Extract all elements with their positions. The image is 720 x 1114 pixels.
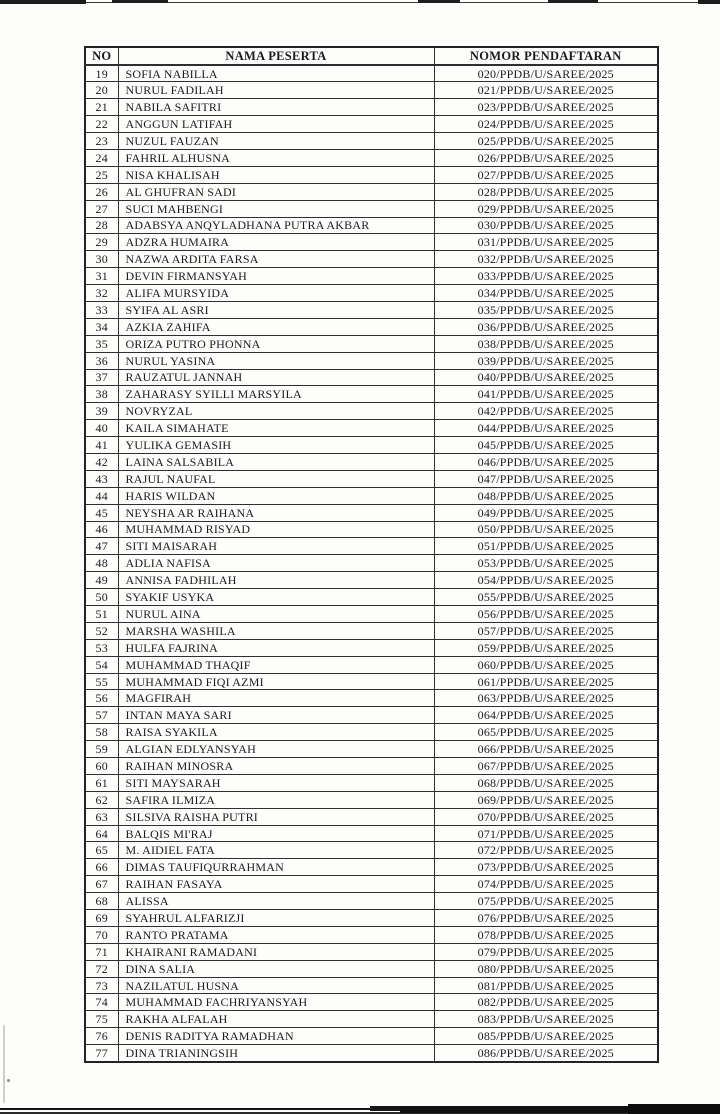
scan-artifact-top-segment: [0, 0, 86, 4]
participant-name-cell: MAGFIRAH: [118, 690, 434, 707]
row-number-cell: 26: [85, 183, 118, 200]
row-number-cell: 37: [85, 369, 118, 386]
table-row: [85, 82, 658, 99]
registration-number-cell: 049/PPDB/U/SAREE/2025: [434, 504, 658, 521]
participant-name-cell: ANGGUN LATIFAH: [118, 116, 434, 133]
table-row: [85, 352, 658, 369]
table-row: [85, 639, 658, 656]
table-row: [85, 960, 658, 977]
registration-number-cell: 081/PPDB/U/SAREE/2025: [434, 977, 658, 994]
table-row: [85, 133, 658, 150]
participant-name-cell: RAISA SYAKILA: [118, 724, 434, 741]
row-number-cell: 71: [85, 943, 118, 960]
registration-number-cell: 076/PPDB/U/SAREE/2025: [434, 910, 658, 927]
table-row: [85, 251, 658, 268]
participant-name-cell: DIMAS TAUFIQURRAHMAN: [118, 859, 434, 876]
scan-artifact-bottom-band: [628, 1104, 720, 1114]
row-number-cell: 19: [85, 65, 118, 82]
registration-number-cell: 031/PPDB/U/SAREE/2025: [434, 234, 658, 251]
row-number-cell: 72: [85, 960, 118, 977]
row-number-cell: 50: [85, 589, 118, 606]
row-number-cell: 70: [85, 926, 118, 943]
row-number-cell: 51: [85, 606, 118, 623]
registration-number-cell: 063/PPDB/U/SAREE/2025: [434, 690, 658, 707]
participant-name-cell: SILSIVA RAISHA PUTRI: [118, 808, 434, 825]
registration-number-cell: 045/PPDB/U/SAREE/2025: [434, 437, 658, 454]
header-row: [85, 47, 658, 65]
participant-name-cell: NOVRYZAL: [118, 403, 434, 420]
row-number-cell: 69: [85, 910, 118, 927]
row-number-cell: 59: [85, 741, 118, 758]
row-number-cell: 42: [85, 453, 118, 470]
row-number-cell: 75: [85, 1011, 118, 1028]
registration-number-cell: 051/PPDB/U/SAREE/2025: [434, 538, 658, 555]
participant-name-cell: RAIHAN FASAYA: [118, 876, 434, 893]
table-row: [85, 166, 658, 183]
participant-name-cell: MARSHA WASHILA: [118, 622, 434, 639]
row-number-cell: 48: [85, 555, 118, 572]
registration-number-cell: 026/PPDB/U/SAREE/2025: [434, 149, 658, 166]
registration-number-cell: 082/PPDB/U/SAREE/2025: [434, 994, 658, 1011]
table-row: [85, 893, 658, 910]
registration-number-cell: 047/PPDB/U/SAREE/2025: [434, 470, 658, 487]
participant-name-cell: SOFIA NABILLA: [118, 65, 434, 82]
table-row: [85, 470, 658, 487]
table-row: [85, 943, 658, 960]
table-row: [85, 876, 658, 893]
row-number-cell: 52: [85, 622, 118, 639]
row-number-cell: 49: [85, 572, 118, 589]
registration-number-cell: 035/PPDB/U/SAREE/2025: [434, 301, 658, 318]
table-row: [85, 707, 658, 724]
registration-number-cell: 086/PPDB/U/SAREE/2025: [434, 1045, 658, 1062]
row-number-cell: 77: [85, 1045, 118, 1062]
participant-name-cell: ALGIAN EDLYANSYAH: [118, 741, 434, 758]
participant-name-cell: RAKHA ALFALAH: [118, 1011, 434, 1028]
participant-name-cell: ALIFA MURSYIDA: [118, 285, 434, 302]
table-row: [85, 369, 658, 386]
row-number-cell: 24: [85, 149, 118, 166]
row-number-cell: 32: [85, 285, 118, 302]
participant-name-cell: YULIKA GEMASIH: [118, 437, 434, 454]
row-number-cell: 66: [85, 859, 118, 876]
participant-name-cell: SYIFA AL ASRI: [118, 301, 434, 318]
participant-name-cell: ADABSYA ANQYLADHANA PUTRA AKBAR: [118, 217, 434, 234]
table-body: [85, 65, 658, 1062]
registration-number-cell: 050/PPDB/U/SAREE/2025: [434, 521, 658, 538]
participant-name-cell: DINA TRIANINGSIH: [118, 1045, 434, 1062]
table-row: [85, 910, 658, 927]
table-row: [85, 1011, 658, 1028]
participant-name-cell: RAUZATUL JANNAH: [118, 369, 434, 386]
participant-name-cell: HULFA FAJRINA: [118, 639, 434, 656]
row-number-cell: 63: [85, 808, 118, 825]
participant-name-cell: INTAN MAYA SARI: [118, 707, 434, 724]
table-row: [85, 116, 658, 133]
registration-number-cell: 032/PPDB/U/SAREE/2025: [434, 251, 658, 268]
participant-name-cell: FAHRIL ALHUSNA: [118, 149, 434, 166]
registration-number-cell: 025/PPDB/U/SAREE/2025: [434, 133, 658, 150]
registration-number-cell: 028/PPDB/U/SAREE/2025: [434, 183, 658, 200]
row-number-cell: 67: [85, 876, 118, 893]
table-row: [85, 994, 658, 1011]
registration-number-cell: 066/PPDB/U/SAREE/2025: [434, 741, 658, 758]
row-number-cell: 28: [85, 217, 118, 234]
participant-name-cell: NURUL YASINA: [118, 352, 434, 369]
participant-name-cell: RAIHAN MINOSRA: [118, 758, 434, 775]
row-number-cell: 39: [85, 403, 118, 420]
table-row: [85, 285, 658, 302]
registration-number-cell: 036/PPDB/U/SAREE/2025: [434, 318, 658, 335]
table-row: [85, 758, 658, 775]
table-row: [85, 977, 658, 994]
registration-number-cell: 053/PPDB/U/SAREE/2025: [434, 555, 658, 572]
registration-number-cell: 042/PPDB/U/SAREE/2025: [434, 403, 658, 420]
registration-number-cell: 080/PPDB/U/SAREE/2025: [434, 960, 658, 977]
registration-number-cell: 064/PPDB/U/SAREE/2025: [434, 707, 658, 724]
table-row: [85, 268, 658, 285]
row-number-cell: 68: [85, 893, 118, 910]
header-nama-peserta: NAMA PESERTA: [118, 47, 434, 65]
registration-number-cell: 069/PPDB/U/SAREE/2025: [434, 791, 658, 808]
registration-number-cell: 040/PPDB/U/SAREE/2025: [434, 369, 658, 386]
row-number-cell: 53: [85, 639, 118, 656]
table-row: [85, 403, 658, 420]
row-number-cell: 40: [85, 420, 118, 437]
row-number-cell: 55: [85, 673, 118, 690]
scan-artifact-bottom-band: [0, 1108, 380, 1110]
table-row: [85, 926, 658, 943]
row-number-cell: 65: [85, 842, 118, 859]
table-row: [85, 538, 658, 555]
table-row: [85, 183, 658, 200]
table-row: [85, 589, 658, 606]
row-number-cell: 34: [85, 318, 118, 335]
registration-number-cell: 073/PPDB/U/SAREE/2025: [434, 859, 658, 876]
participant-name-cell: SYAHRUL ALFARIZJI: [118, 910, 434, 927]
participant-name-cell: NAZWA ARDITA FARSA: [118, 251, 434, 268]
scan-artifact-top-segment: [548, 0, 598, 3]
table-row: [85, 437, 658, 454]
table-row: [85, 234, 658, 251]
table-row: [85, 301, 658, 318]
participant-name-cell: MUHAMMAD FIQI AZMI: [118, 673, 434, 690]
participant-name-cell: ALISSA: [118, 893, 434, 910]
row-number-cell: 27: [85, 200, 118, 217]
participant-name-cell: RANTO PRATAMA: [118, 926, 434, 943]
row-number-cell: 23: [85, 133, 118, 150]
registration-number-cell: 059/PPDB/U/SAREE/2025: [434, 639, 658, 656]
registration-number-cell: 029/PPDB/U/SAREE/2025: [434, 200, 658, 217]
row-number-cell: 54: [85, 656, 118, 673]
participant-name-cell: NURUL FADILAH: [118, 82, 434, 99]
registration-number-cell: 039/PPDB/U/SAREE/2025: [434, 352, 658, 369]
registration-table-container: [84, 46, 657, 1062]
participant-name-cell: SUCI MAHBENGI: [118, 200, 434, 217]
table-row: [85, 1028, 658, 1045]
participant-name-cell: AZKIA ZAHIFA: [118, 318, 434, 335]
scan-artifact-top-segment: [418, 0, 460, 3]
participant-name-cell: ADLIA NAFISA: [118, 555, 434, 572]
registration-number-cell: 078/PPDB/U/SAREE/2025: [434, 926, 658, 943]
registration-number-cell: 085/PPDB/U/SAREE/2025: [434, 1028, 658, 1045]
table-row: [85, 622, 658, 639]
table-row: [85, 149, 658, 166]
table-header: [85, 47, 658, 65]
participant-name-cell: RAJUL NAUFAL: [118, 470, 434, 487]
participant-name-cell: AL GHUFRAN SADI: [118, 183, 434, 200]
registration-number-cell: 056/PPDB/U/SAREE/2025: [434, 606, 658, 623]
participant-name-cell: NAZILATUL HUSNA: [118, 977, 434, 994]
scan-artifact-top-segment: [112, 0, 168, 3]
row-number-cell: 56: [85, 690, 118, 707]
registration-number-cell: 074/PPDB/U/SAREE/2025: [434, 876, 658, 893]
participant-name-cell: ORIZA PUTRO PHONNA: [118, 335, 434, 352]
table-row: [85, 673, 658, 690]
table-row: [85, 99, 658, 116]
registration-number-cell: 048/PPDB/U/SAREE/2025: [434, 487, 658, 504]
participant-name-cell: KAILA SIMAHATE: [118, 420, 434, 437]
table-row: [85, 65, 658, 82]
row-number-cell: 46: [85, 521, 118, 538]
table-row: [85, 487, 658, 504]
registration-number-cell: 083/PPDB/U/SAREE/2025: [434, 1011, 658, 1028]
participant-name-cell: HARIS WILDAN: [118, 487, 434, 504]
registration-number-cell: 070/PPDB/U/SAREE/2025: [434, 808, 658, 825]
row-number-cell: 33: [85, 301, 118, 318]
participant-name-cell: NEYSHA AR RAIHANA: [118, 504, 434, 521]
table-row: [85, 741, 658, 758]
table-row: [85, 572, 658, 589]
row-number-cell: 30: [85, 251, 118, 268]
table-row: [85, 690, 658, 707]
row-number-cell: 62: [85, 791, 118, 808]
participant-name-cell: SYAKIF USYKA: [118, 589, 434, 606]
table-row: [85, 504, 658, 521]
participant-name-cell: ZAHARASY SYILLI MARSYILA: [118, 386, 434, 403]
table-row: [85, 859, 658, 876]
participant-name-cell: NABILA SAFITRI: [118, 99, 434, 116]
row-number-cell: 29: [85, 234, 118, 251]
participant-name-cell: MUHAMMAD FACHRIYANSYAH: [118, 994, 434, 1011]
registration-number-cell: 033/PPDB/U/SAREE/2025: [434, 268, 658, 285]
registration-number-cell: 072/PPDB/U/SAREE/2025: [434, 842, 658, 859]
table-row: [85, 774, 658, 791]
row-number-cell: 58: [85, 724, 118, 741]
table-row: [85, 724, 658, 741]
scan-artifact-top-line: [0, 2, 720, 3]
table-row: [85, 420, 658, 437]
row-number-cell: 43: [85, 470, 118, 487]
registration-number-cell: 065/PPDB/U/SAREE/2025: [434, 724, 658, 741]
table-row: [85, 318, 658, 335]
participant-name-cell: KHAIRANI RAMADANI: [118, 943, 434, 960]
participant-name-cell: MUHAMMAD RISYAD: [118, 521, 434, 538]
table-row: [85, 555, 658, 572]
registration-number-cell: 055/PPDB/U/SAREE/2025: [434, 589, 658, 606]
row-number-cell: 73: [85, 977, 118, 994]
row-number-cell: 44: [85, 487, 118, 504]
row-number-cell: 45: [85, 504, 118, 521]
registration-number-cell: 054/PPDB/U/SAREE/2025: [434, 572, 658, 589]
registration-number-cell: 021/PPDB/U/SAREE/2025: [434, 82, 658, 99]
scan-artifact-dot: [7, 1079, 10, 1082]
registration-number-cell: 079/PPDB/U/SAREE/2025: [434, 943, 658, 960]
table-row: [85, 808, 658, 825]
row-number-cell: 25: [85, 166, 118, 183]
row-number-cell: 60: [85, 758, 118, 775]
row-number-cell: 57: [85, 707, 118, 724]
table-row: [85, 217, 658, 234]
table-row: [85, 606, 658, 623]
table-row: [85, 825, 658, 842]
row-number-cell: 31: [85, 268, 118, 285]
row-number-cell: 20: [85, 82, 118, 99]
participant-name-cell: ANNISA FADHILAH: [118, 572, 434, 589]
registration-number-cell: 075/PPDB/U/SAREE/2025: [434, 893, 658, 910]
participant-name-cell: DINA SALIA: [118, 960, 434, 977]
participant-name-cell: NURUL AINA: [118, 606, 434, 623]
registration-number-cell: 041/PPDB/U/SAREE/2025: [434, 386, 658, 403]
table-row: [85, 521, 658, 538]
registration-number-cell: 023/PPDB/U/SAREE/2025: [434, 99, 658, 116]
row-number-cell: 76: [85, 1028, 118, 1045]
row-number-cell: 64: [85, 825, 118, 842]
table-row: [85, 200, 658, 217]
participant-name-cell: DENIS RADITYA RAMADHAN: [118, 1028, 434, 1045]
registration-number-cell: 067/PPDB/U/SAREE/2025: [434, 758, 658, 775]
header-no: NO: [85, 47, 118, 65]
scan-artifact-left-streak: [3, 1025, 5, 1103]
row-number-cell: 22: [85, 116, 118, 133]
registration-number-cell: 060/PPDB/U/SAREE/2025: [434, 656, 658, 673]
table-row: [85, 453, 658, 470]
table-row: [85, 386, 658, 403]
participant-name-cell: NISA KHALISAH: [118, 166, 434, 183]
registration-number-cell: 020/PPDB/U/SAREE/2025: [434, 65, 658, 82]
row-number-cell: 36: [85, 352, 118, 369]
registration-number-cell: 071/PPDB/U/SAREE/2025: [434, 825, 658, 842]
row-number-cell: 35: [85, 335, 118, 352]
row-number-cell: 47: [85, 538, 118, 555]
participant-name-cell: DEVIN FIRMANSYAH: [118, 268, 434, 285]
row-number-cell: 41: [85, 437, 118, 454]
registration-number-cell: 024/PPDB/U/SAREE/2025: [434, 116, 658, 133]
registration-number-cell: 044/PPDB/U/SAREE/2025: [434, 420, 658, 437]
table-row: [85, 842, 658, 859]
table-row: [85, 656, 658, 673]
participant-name-cell: NUZUL FAUZAN: [118, 133, 434, 150]
participant-name-cell: BALQIS MI'RAJ: [118, 825, 434, 842]
participant-name-cell: ADZRA HUMAIRA: [118, 234, 434, 251]
header-nomor-pendaftaran: NOMOR PENDAFTARAN: [434, 47, 658, 65]
registration-number-cell: 061/PPDB/U/SAREE/2025: [434, 673, 658, 690]
participant-name-cell: SAFIRA ILMIZA: [118, 791, 434, 808]
participant-name-cell: LAINA SALSABILA: [118, 453, 434, 470]
row-number-cell: 74: [85, 994, 118, 1011]
registration-number-cell: 034/PPDB/U/SAREE/2025: [434, 285, 658, 302]
registration-table: [84, 46, 659, 1063]
participant-name-cell: MUHAMMAD THAQIF: [118, 656, 434, 673]
registration-number-cell: 046/PPDB/U/SAREE/2025: [434, 453, 658, 470]
row-number-cell: 61: [85, 774, 118, 791]
table-row: [85, 335, 658, 352]
participant-name-cell: SITI MAISARAH: [118, 538, 434, 555]
scan-artifact-top-segment: [698, 0, 720, 4]
participant-name-cell: SITI MAYSARAH: [118, 774, 434, 791]
row-number-cell: 21: [85, 99, 118, 116]
table-row: [85, 791, 658, 808]
table-row: [85, 1045, 658, 1062]
registration-number-cell: 038/PPDB/U/SAREE/2025: [434, 335, 658, 352]
registration-number-cell: 030/PPDB/U/SAREE/2025: [434, 217, 658, 234]
registration-number-cell: 057/PPDB/U/SAREE/2025: [434, 622, 658, 639]
participant-name-cell: M. AIDIEL FATA: [118, 842, 434, 859]
row-number-cell: 38: [85, 386, 118, 403]
registration-number-cell: 068/PPDB/U/SAREE/2025: [434, 774, 658, 791]
registration-number-cell: 027/PPDB/U/SAREE/2025: [434, 166, 658, 183]
